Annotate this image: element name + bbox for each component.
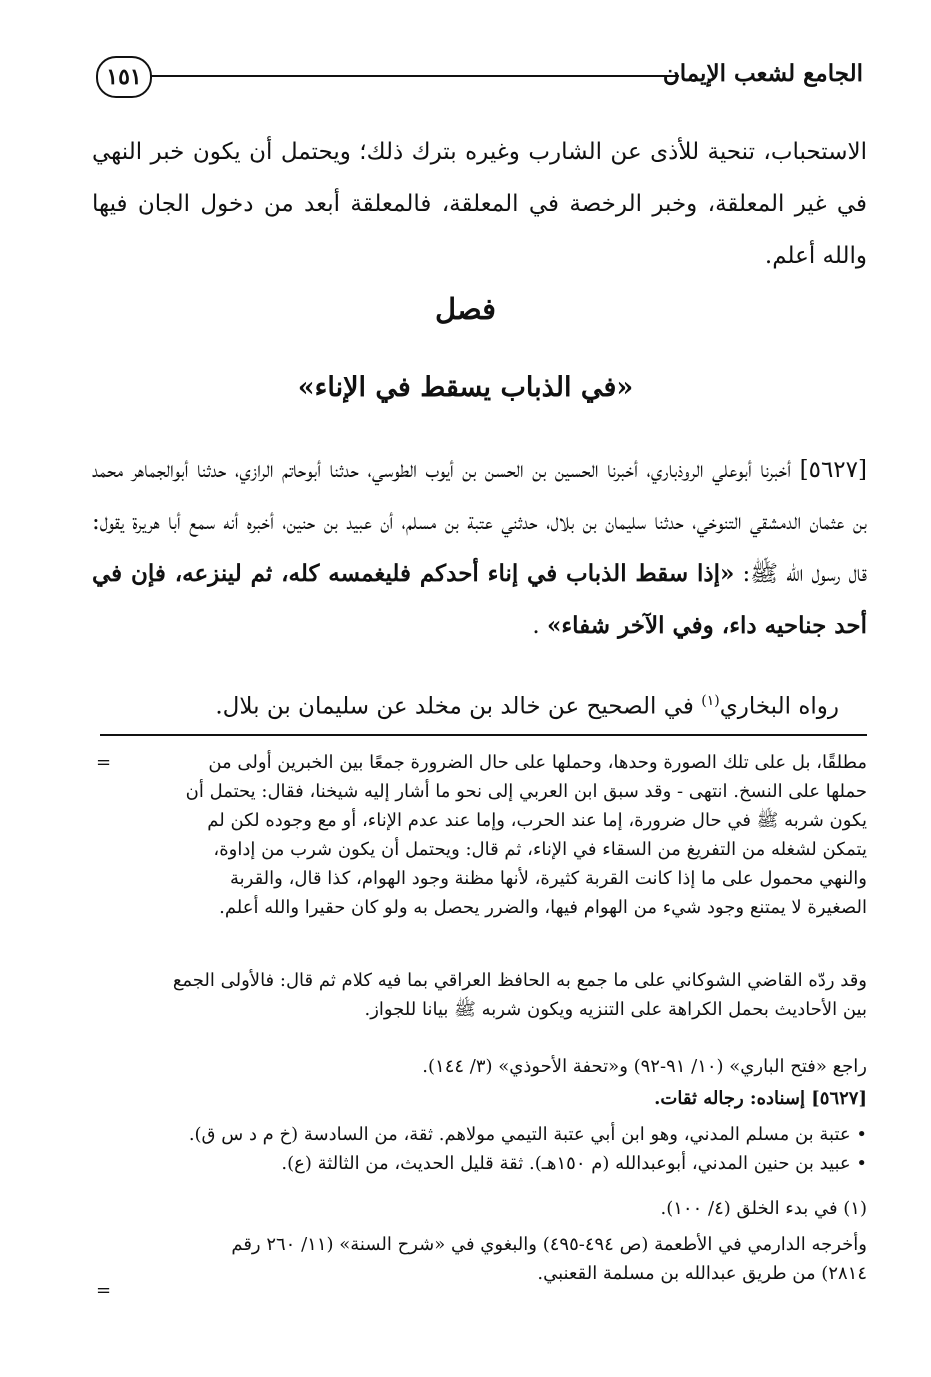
running-header-title: الجامع لشعب الإيمان (662, 60, 863, 87)
footnote-line: بين الأحاديث بحمل الكراهة على التنزيه ويكون شربه ﷺ بيانا للجواز. (364, 999, 867, 1020)
hadith-end: . (532, 613, 547, 639)
footnote-line: حملها على النسخ. انتهى - وقد سبق ابن العربي إلى نحو ما أشار إليه شيخنا، فقال: يحتمل أن (185, 781, 867, 802)
continuation-mark-end: = (96, 1280, 112, 1301)
section-heading: فصل (435, 292, 496, 326)
footnote-line: الصغيرة لا يمتنع وجود شيء من الهوام فيها، والضرر يحصل به ولو كان حقيرا والله أعلم. (219, 897, 867, 918)
narrator-notes (92, 1120, 867, 1178)
footnote-line: يتمكن لشغله من التفريغ من السقاء في الإناء، ثم قال: ويحتمل أن يكون شرب من إداوة، (213, 839, 867, 860)
footnote-separator (100, 734, 867, 736)
footnote-line: يكون شربه ﷺ في حال ضرورة، إما عند الحرب، وإما عند عدم الإناء، أو مع وجوده لكن لم (207, 810, 867, 831)
hadith-isnad: [٥٦٢٧] أخبرنا أبوعلي الروذباري، أخبرنا الحسين بن الحسن بن أيوب الطوسي، حدثنا أبوحاتم الرازي، حدثنا أبوالجماهر محمد بن عثمان الدمشقي التنوخي، حدثنا سليمان بن بلال، حدثني عتبة بن مسلم، أن عبيد بن حنين، أخبره أنه سمع أبا هريرة يقول: قال رسول الله ﷺ: (92, 457, 867, 587)
hadith-paragraph (92, 444, 867, 652)
footnote-line: والنهي محمول على ما إذا كانت القربة كثيرة، لأنها مظنة وجود الهوام، كذا قال، والقربة (229, 868, 867, 889)
narrator-note: • عتبة بن مسلم المدني، وهو ابن أبي عتبة التيمي مولاهم. ثقة، من السادسة (خ م د س ق). (188, 1124, 867, 1145)
page-number: ١٥١ (96, 56, 152, 98)
narrator-note: • عبيد بن حنين المدني، أبوعبدالله (م ١٥٠هـ). ثقة قليل الحديث، من الثالثة (ع). (281, 1153, 867, 1174)
riwaya-text: رواه البخاري (719, 693, 839, 720)
footnote-line: وأخرجه الدارمي في الأطعمة (ص ٤٩٤-٤٩٥) والبغوي في «شرح السنة» (١١/ ٢٦٠ رقم (231, 1234, 867, 1255)
header-rule (142, 75, 679, 77)
footnote-marker: (١) (701, 693, 720, 709)
footnote-1: (١) في بدء الخلق (٤/ ١٠٠). (660, 1198, 867, 1219)
footnote-line: وقد ردّه القاضي الشوكاني على ما جمع به الحافظ العراقي بما فيه كلام ثم قال: فالأولى الجمع (172, 970, 867, 991)
riwaya-line (92, 680, 839, 728)
hadith-matn: «إذا سقط الذباب في إناء أحدكم فليغمسه كله، ثم لينزعه، فإن في أحد جناحيه داء، وفي الآخر شفاء» (92, 560, 867, 639)
isnad-grading: [٥٦٢٧] إسناده: رجاله ثقات. (654, 1088, 867, 1109)
continuation-mark-start: = (96, 752, 112, 773)
section-subheading: «في الذباب يسقط في الإناء» (297, 372, 634, 403)
footnote-line: مطلقًا، بل على تلك الصورة وحدها، وحملها على حال الضرورة جمعًا بين الخبرين أولى من (208, 752, 867, 773)
riwaya-source: في الصحيح عن خالد بن مخلد عن سليمان بن بلال. (215, 693, 702, 720)
footnote-block-shawkani (92, 966, 867, 1024)
footnote-block-continued (92, 748, 867, 922)
intro-paragraph: الاستحباب، تنحية للأذى عن الشارب وغيره بترك ذلك؛ ويحتمل أن يكون خبر النهي في غير المعلقة، وخبر الرخصة في المعلقة، فالمعلقة أبعد من دخول الجان فيها والله أعلم. (92, 139, 867, 269)
footnote-takhrij (92, 1230, 867, 1288)
footnote-line: ٢٨١٤) من طريق عبدالله بن مسلمة القعنبي. (537, 1263, 867, 1284)
footnote-reference: راجع «فتح الباري» (١٠/ ٩١-٩٢) و«تحفة الأحوذي» (٣/ ١٤٤). (422, 1056, 867, 1077)
